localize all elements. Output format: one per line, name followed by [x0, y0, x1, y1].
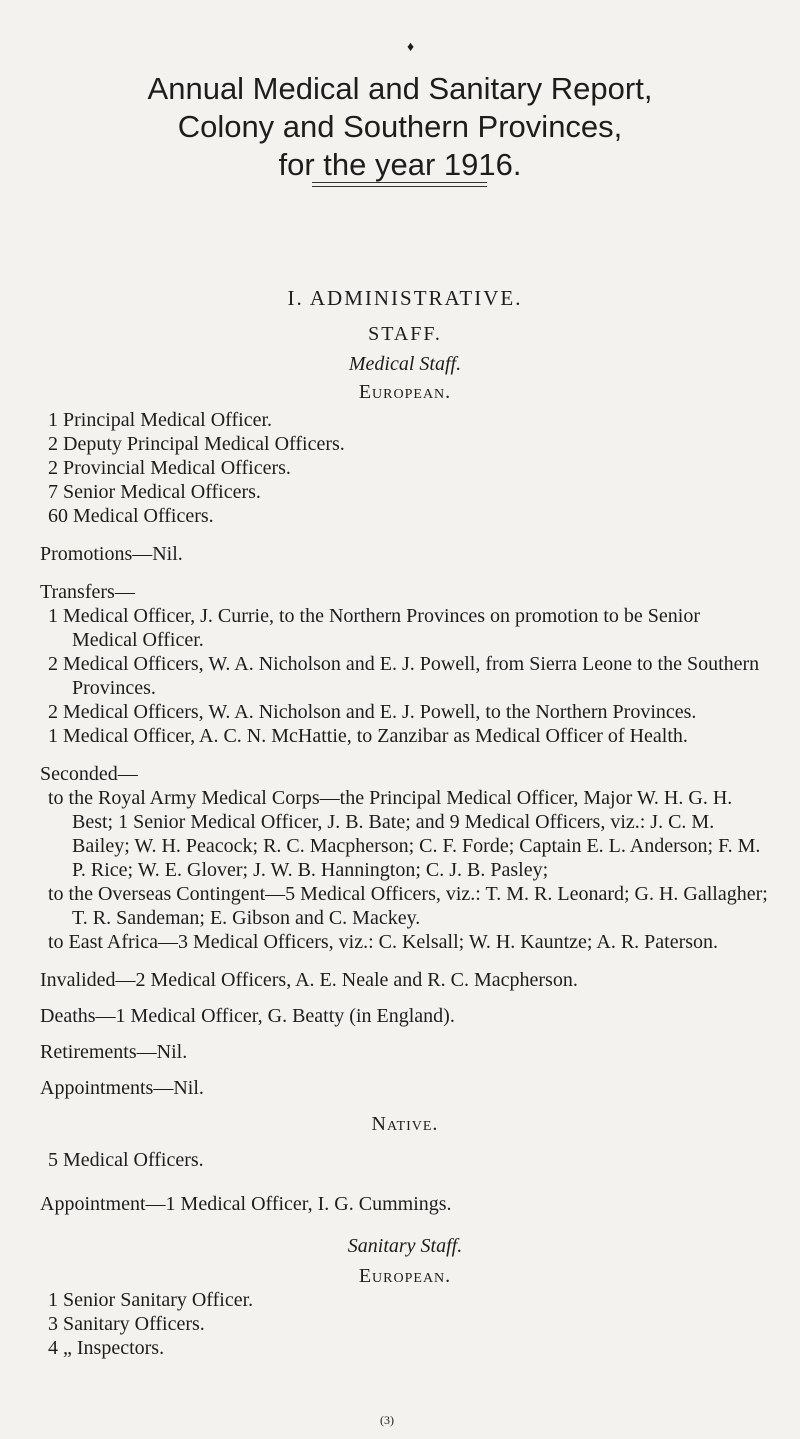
list-item: to East Africa—3 Medical Officers, viz.: C. Kelsall; W. H. Kauntze; A. R. Paterson.	[48, 931, 719, 953]
list-item: 1 Principal Medical Officer.	[48, 409, 273, 431]
divider-rule-2	[312, 186, 487, 187]
staff-heading: STAFF.	[368, 323, 442, 345]
list-item: 60 Medical Officers.	[48, 505, 214, 527]
list-item: 2 Medical Officers, W. A. Nicholson and E. J. Powell, from Sierra Leone to the Southern Provinces.	[48, 653, 760, 699]
list-item: 2 Medical Officers, W. A. Nicholson and E. J. Powell, to the Northern Provinces.	[48, 701, 697, 723]
title-line-3: for the year 1916.	[278, 147, 522, 182]
deaths-line: Deaths—1 Medical Officer, G. Beatty (in England).	[40, 1005, 455, 1027]
list-item: 1 Medical Officer, A. C. N. McHattie, to Zanzibar as Medical Officer of Health.	[48, 725, 688, 747]
list-item: to the Royal Army Medical Corps—the Principal Medical Officer, Major W. H. G. H. Best; 1 Senior Medical Officer, J. B. Bate; and 9 Medical Officers, viz.: J. C. M. Bailey; W. H. Peacock; R. C. Macpherson; C. F. Forde; Captain E. L. Anderson; F. M. P. Rice; W. E. Glover; J. W. B. Hannington; C. J. B. Pasley;	[48, 787, 761, 881]
european-heading: European.	[358, 381, 452, 403]
medical-staff-heading: Medical Staff.	[348, 353, 462, 375]
title-line-1: Annual Medical and Sanitary Report,	[147, 71, 653, 106]
native-heading: Native.	[371, 1113, 439, 1135]
seconded-list	[40, 786, 770, 954]
title-line-2: Colony and Southern Provinces,	[177, 109, 623, 144]
report-title	[0, 70, 800, 184]
promotions-line: Promotions—Nil.	[40, 543, 183, 565]
section-heading: I. ADMINISTRATIVE.	[287, 286, 523, 310]
european-staff-list	[40, 408, 770, 528]
ornament-dot: ♦	[407, 40, 415, 55]
seconded-label: Seconded—	[40, 763, 138, 785]
list-item: to the Overseas Contingent—5 Medical Officers, viz.: T. M. R. Leonard; G. H. Gallagher; T. R. Sandeman; E. Gibson and C. Mackey.	[48, 883, 768, 929]
retirements-line: Retirements—Nil.	[40, 1041, 188, 1063]
list-item: 2 Provincial Medical Officers.	[48, 457, 291, 479]
page-number: (3)	[380, 1413, 394, 1427]
invalided-line: Invalided—2 Medical Officers, A. E. Neale and R. C. Macpherson.	[40, 969, 578, 991]
document-body	[40, 196, 770, 1360]
appointments-line: Appointments—Nil.	[40, 1077, 204, 1099]
appointment-line: Appointment—1 Medical Officer, I. G. Cummings.	[40, 1193, 452, 1215]
list-item: 3 Sanitary Officers.	[48, 1313, 205, 1335]
list-item: 4 „ Inspectors.	[48, 1337, 165, 1359]
divider-rule	[312, 182, 487, 183]
transfers-label: Transfers—	[40, 581, 135, 603]
sanitary-staff-list	[40, 1288, 770, 1360]
native-count: 5 Medical Officers.	[48, 1149, 204, 1171]
transfers-list	[40, 604, 770, 748]
list-item: 7 Senior Medical Officers.	[48, 481, 261, 503]
list-item: 2 Deputy Principal Medical Officers.	[48, 433, 345, 455]
sanitary-staff-heading: Sanitary Staff.	[347, 1235, 463, 1257]
list-item: 1 Medical Officer, J. Currie, to the Northern Provinces on promotion to be Senior Medical Officer.	[48, 605, 701, 651]
list-item: 1 Senior Sanitary Officer.	[48, 1289, 254, 1311]
european-heading-2: European.	[358, 1265, 452, 1287]
